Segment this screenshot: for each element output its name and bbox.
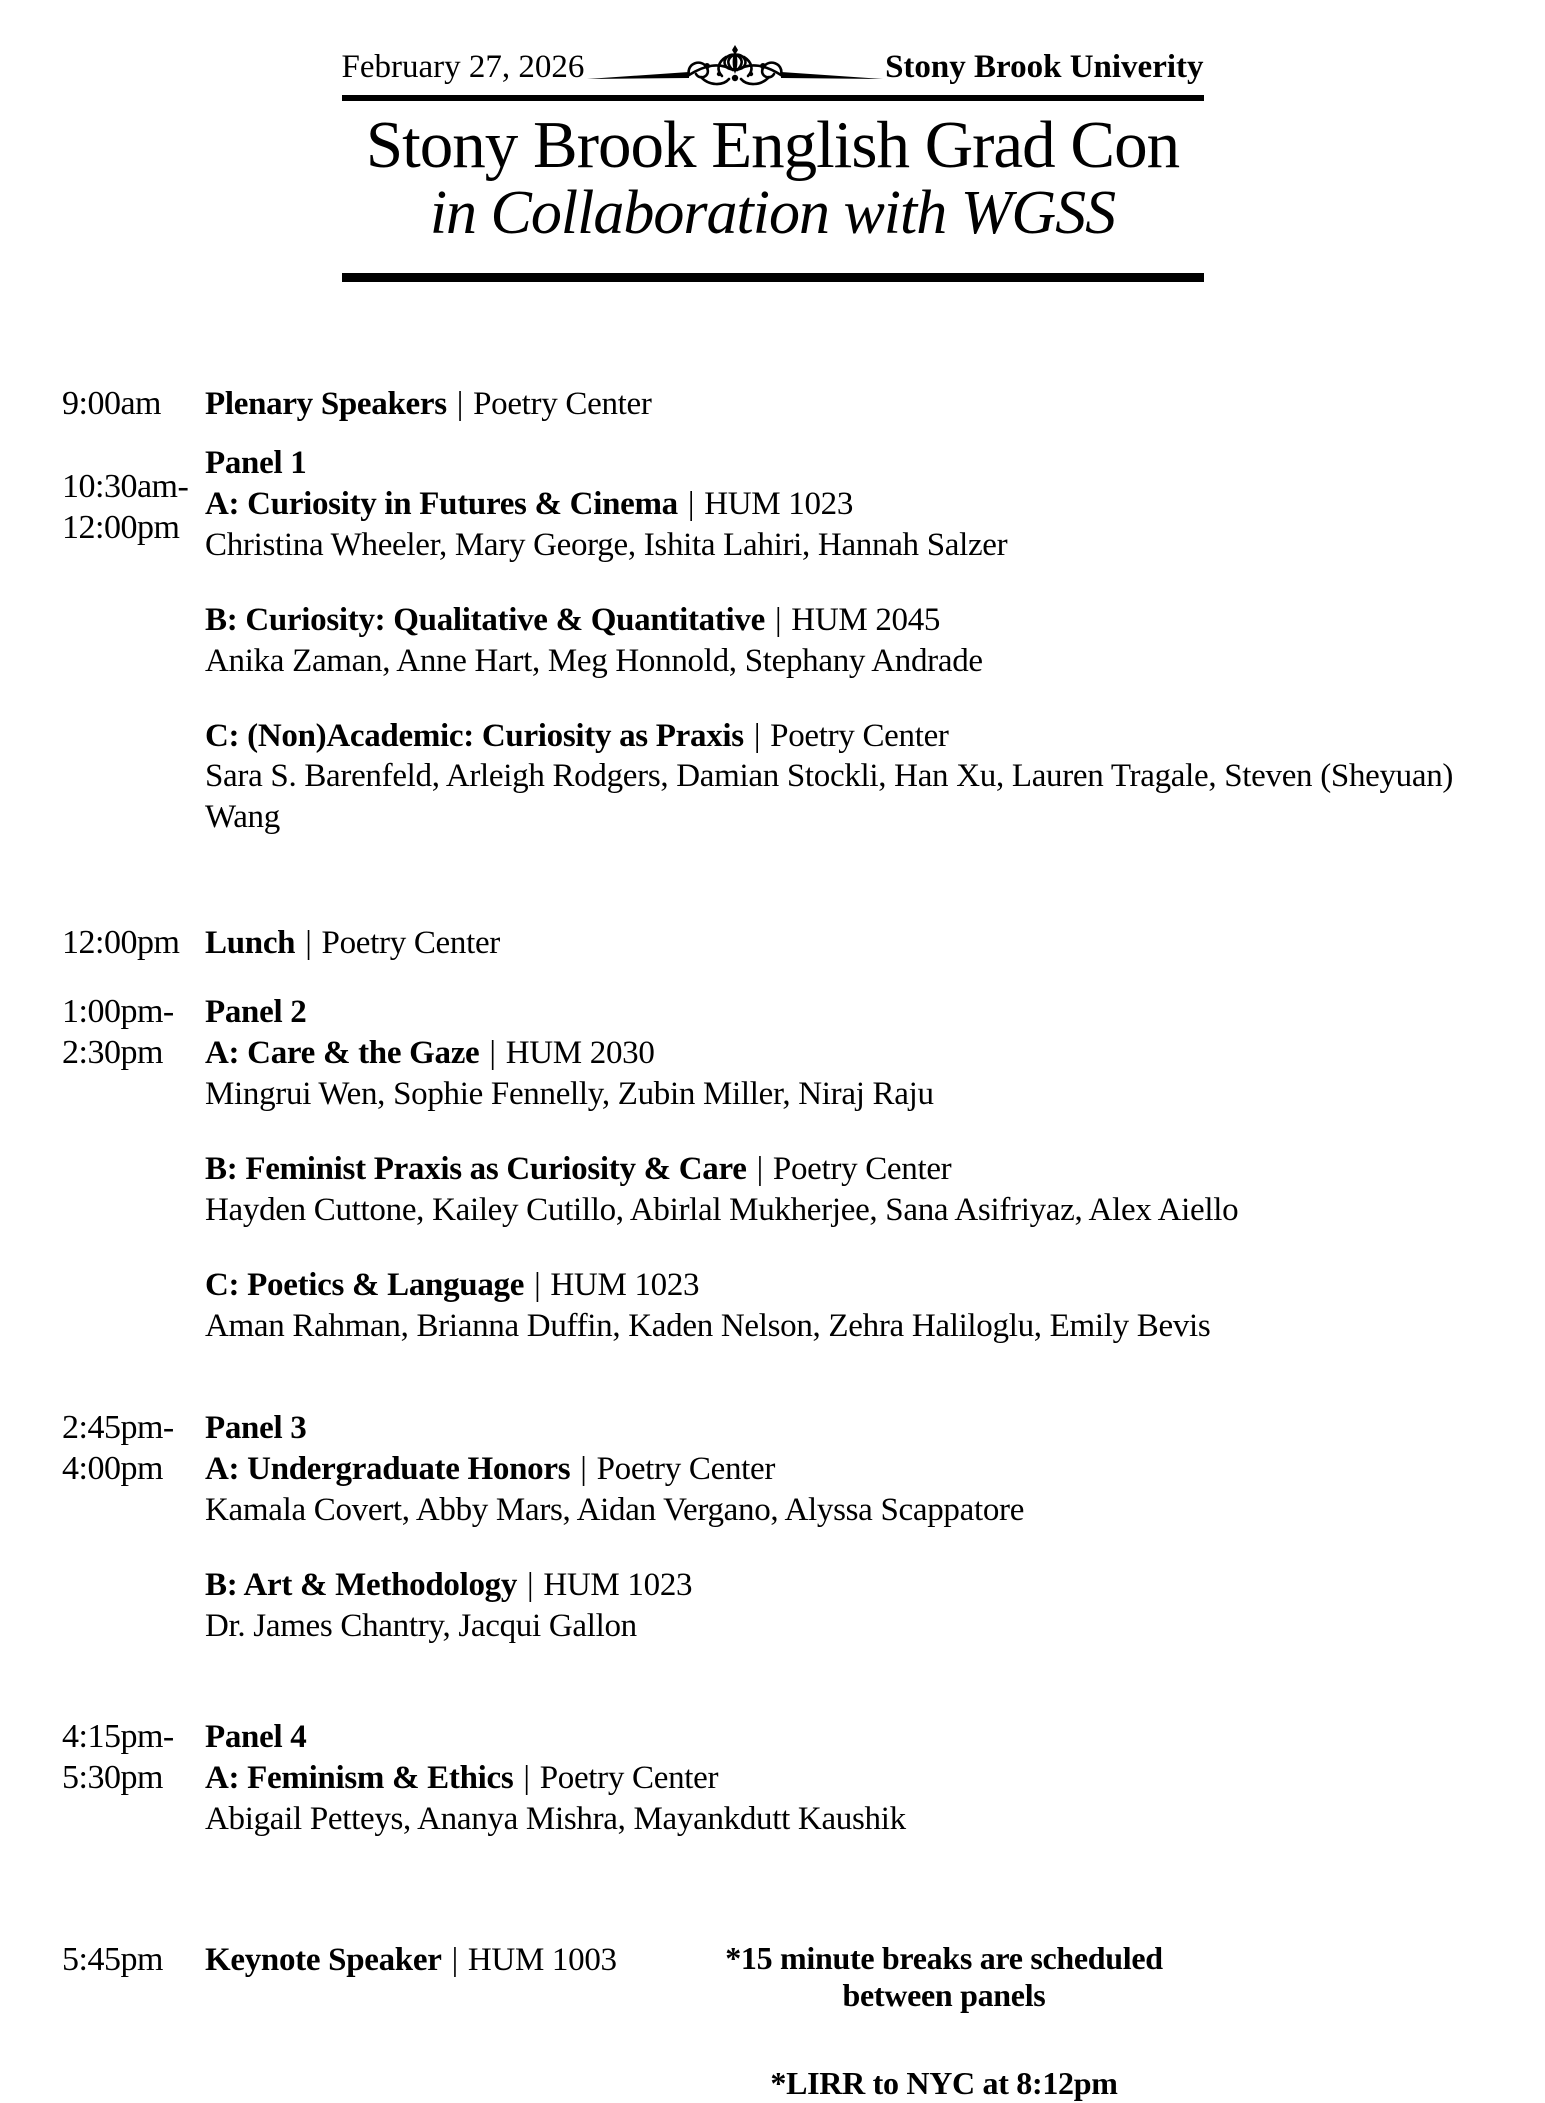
session [205,600,1455,682]
session-location: HUM 2030 [505,1035,655,1072]
session [205,1033,1238,1115]
time-line: 4:15pm- [62,1718,174,1756]
session [205,1265,1238,1347]
masthead-row [342,0,1204,90]
event-location: Poetry Center [321,925,501,962]
schedule-row-panel-3 [62,1408,1545,1647]
session [205,716,1455,839]
separator: | [489,1035,496,1072]
page-title: Stony Brook English Grad Con [365,108,1180,182]
time-label [62,384,205,425]
separator: | [305,925,312,962]
time-line: 9:00am [62,385,161,423]
session-location: HUM 1023 [704,485,854,522]
event-location: HUM 1003 [467,1941,617,1978]
speakers-list: Abigail Petteys, Ananya Mishra, Mayankdutt Kaushik [205,1800,906,1837]
panel-name: Panel 2 [205,994,307,1031]
separator: | [523,1759,530,1796]
speakers-list: Anika Zaman, Anne Hart, Meg Honnold, Stephany Andrade [205,642,983,679]
schedule-row-panel-1 [62,443,1545,838]
session-location: HUM 1023 [543,1567,693,1604]
session-location: Poetry Center [596,1451,776,1488]
schedule-row-panel-2 [62,992,1545,1346]
separator: | [534,1266,541,1303]
session [205,484,1455,566]
masthead [342,0,1204,101]
schedule-row-plenary [62,384,1545,425]
event-content [205,384,652,425]
session-title-line [205,1149,1238,1190]
time-label [62,923,205,964]
speakers-list: Kamala Covert, Abby Mars, Aidan Vergano, Alyssa Scappatore [205,1492,1025,1529]
event-name: Keynote Speaker [205,1941,442,1978]
session [205,1449,1024,1531]
speakers-list: Aman Rahman, Brianna Duffin, Kaden Nelson, Zehra Haliloglu, Emily Bevis [205,1307,1211,1344]
speakers-list: Hayden Cuttone, Kailey Cutillo, Abirlal Mukherjee, Sana Asifriyaz, Alex Aiello [205,1191,1239,1228]
breaks-note: *15 minute breaks are scheduled between panels [725,1939,1163,2014]
schedule-row-lunch [62,923,1545,964]
time-line: 2:45pm- [62,1409,174,1447]
session-location: Poetry Center [539,1759,719,1796]
page-subtitle: in Collaboration with WGSS [429,179,1116,248]
time-line: 5:45pm [62,1940,163,1978]
time-line: 12:00pm [62,924,180,962]
time-label [62,1408,205,1490]
event-name: Plenary Speakers [205,386,447,423]
speakers-list: Dr. James Chantry, Jacqui Gallon [205,1608,637,1645]
session-location: Poetry Center [770,717,949,754]
event-content [205,1940,617,1981]
panel-content [205,992,1238,1346]
footnotes [709,1940,1179,2103]
session-location: HUM 1023 [550,1266,700,1303]
session-location: Poetry Center [772,1150,952,1187]
panel-content [205,1717,906,1840]
session-title-line [205,1449,1024,1490]
panel-content [205,443,1455,838]
session-title: A: Care & the Gaze [205,1035,480,1072]
schedule-row-panel-4 [62,1717,1545,1840]
speakers-list: Sara S. Barenfeld, Arleigh Rodgers, Damian Stockli, Han Xu, Lauren Tragale, Steven (Sheyuan) Wang [205,758,1454,836]
schedule-row-keynote [62,1940,1545,2103]
time-label [62,443,205,549]
separator: | [687,485,695,522]
event-location: Poetry Center [473,386,652,423]
panel-name: Panel 3 [205,1410,307,1447]
session-title: B: Art & Methodology [205,1567,518,1604]
separator: | [756,1150,763,1187]
panel-name: Panel 1 [205,444,307,481]
time-line: 4:00pm [62,1450,163,1488]
session-title-line [205,484,1455,525]
session-title: C: Poetics & Language [205,1266,525,1303]
separator: | [774,601,782,638]
separator: | [753,717,761,754]
panel-name: Panel 4 [205,1719,307,1756]
session-location: HUM 2045 [791,601,941,638]
session-title-line [205,1565,1024,1606]
event-date: February 27, 2026 [341,48,585,85]
university-name: Stony Brook Univerity [885,48,1204,85]
title-rule [342,273,1204,282]
title-block [0,109,1545,282]
session-title: C: (Non)Academic: Curiosity as Praxis [205,717,744,754]
session-title: B: Feminist Praxis as Curiosity & Care [205,1150,747,1187]
time-line: 1:00pm- [62,993,174,1031]
separator: | [527,1567,534,1604]
session-title-line [205,1033,1238,1074]
time-label [62,1940,205,1981]
session [205,1758,906,1840]
event-name: Lunch [205,925,296,962]
header-rule [342,95,1204,101]
session-title-line [205,1758,906,1799]
session-title: A: Curiosity in Futures & Cinema [205,485,678,522]
separator: | [451,1941,458,1978]
time-label [62,1717,205,1799]
session-title-line [205,600,1455,641]
session [205,1565,1024,1647]
flourish-ornament-icon [585,44,885,90]
schedule [0,384,1545,2103]
session-title-line [205,716,1455,757]
session-title: B: Curiosity: Qualitative & Quantitative [205,601,765,638]
time-line: 12:00pm [62,508,180,546]
separator: | [456,386,464,423]
speakers-list: Mingrui Wen, Sophie Fennelly, Zubin Miller, Niraj Raju [205,1075,934,1112]
time-line: 5:30pm [62,1758,163,1796]
time-line: 10:30am- [62,467,189,505]
panel-content [205,1408,1024,1647]
time-line: 2:30pm [62,1033,163,1071]
session-title: A: Undergraduate Honors [205,1451,571,1488]
speakers-list: Christina Wheeler, Mary George, Ishita Lahiri, Hannah Salzer [205,526,1008,563]
event-content [205,923,500,964]
lirr-note: *LIRR to NYC at 8:12pm [770,2065,1118,2102]
separator: | [580,1451,587,1488]
session-title-line [205,1265,1238,1306]
time-label [62,992,205,1074]
session-title: A: Feminism & Ethics [205,1759,514,1796]
session [205,1149,1238,1231]
